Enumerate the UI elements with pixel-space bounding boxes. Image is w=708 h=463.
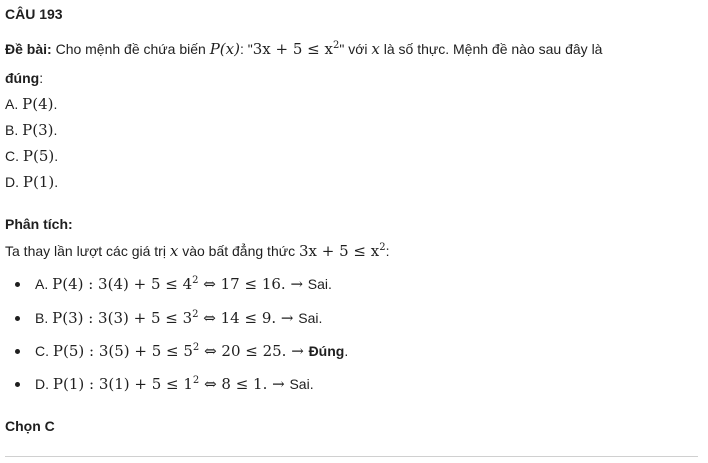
analysis-item-b: B. P(3) : $3(3) + 5 \le 3^2$ ⇔ 14 ≤ 9. → Sai. <box>15 309 322 327</box>
analysis-heading: Phân tích: <box>5 216 73 232</box>
bullet-icon <box>15 316 20 321</box>
problem-statement-line2: đúng: <box>5 70 44 86</box>
analysis-intro: Ta thay lần lượt các giá trị x vào bất đẳng thức $3x + 5 \le x^2$: <box>5 242 390 260</box>
problem-label: Đề bài: <box>5 41 52 57</box>
option-b: B. P(3). <box>5 121 58 139</box>
problem-statement-line1: Đề bài: Cho mệnh đề chứa biến P(x): "$3x + 5 \le x^2$" với x là số thực. Mệnh đề nào sau đây là <box>5 40 603 58</box>
answer-choice: Chọn C <box>5 418 55 434</box>
bullet-icon <box>15 382 20 387</box>
bullet-icon <box>15 282 20 287</box>
analysis-item-c: C. P(5) : $3(5) + 5 \le 5^2$ ⇔ 20 ≤ 25. → Đúng. <box>15 342 348 360</box>
bullet-icon <box>15 349 20 354</box>
option-d: D. P(1). <box>5 173 59 191</box>
predicate-expr: P(x) <box>209 40 240 58</box>
analysis-item-d: D. P(1) : $3(1) + 5 \le 1^2$ ⇔ 8 ≤ 1. → Sai. <box>15 375 314 393</box>
question-title: CÂU 193 <box>5 6 63 22</box>
option-c: C. P(5). <box>5 147 59 165</box>
option-a: A. P(4). <box>5 95 58 113</box>
divider <box>5 456 698 457</box>
inequality-expr: 3x + 5 ≤ x <box>252 40 333 58</box>
analysis-item-a: A. P(4) : $3(4) + 5 \le 4^2$ ⇔ 17 ≤ 16. → Sai. <box>15 275 332 293</box>
